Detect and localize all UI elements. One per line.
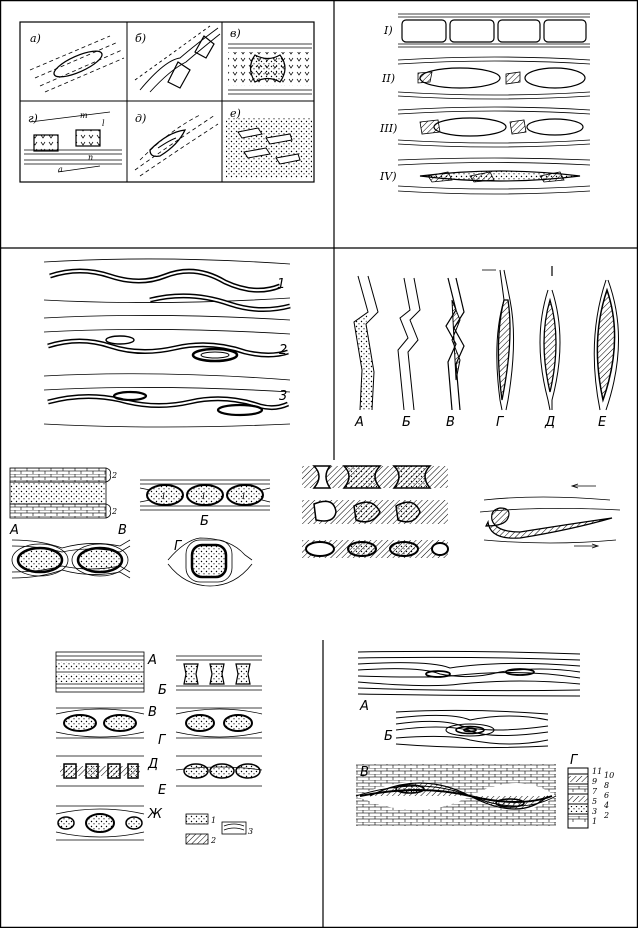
legend-1: 1	[211, 816, 217, 825]
label-a7: А	[148, 653, 157, 668]
label-a: а)	[30, 32, 41, 45]
label-iv: IV)	[380, 170, 397, 183]
label-i: I)	[384, 24, 393, 37]
label-g4: Г	[496, 415, 504, 430]
label-2: 2	[279, 343, 288, 358]
label-v5: В	[118, 523, 127, 538]
fabric-a	[358, 651, 580, 696]
col-label-10: 10	[604, 771, 615, 780]
label-zh7: Ж	[148, 807, 163, 822]
stack-v	[56, 708, 144, 738]
col-label-9: 9	[592, 777, 598, 786]
label-v7: В	[148, 705, 157, 720]
fold-b	[398, 278, 420, 410]
stack-b	[176, 656, 262, 690]
layer-2	[48, 336, 288, 361]
label-e: е)	[230, 107, 241, 120]
row-ii	[398, 57, 590, 99]
label-b8: Б	[384, 729, 393, 744]
label-d7: Д	[148, 757, 159, 772]
stack-e	[176, 756, 262, 786]
stack-a	[56, 652, 144, 692]
legend-2: 2	[211, 836, 217, 845]
dim-m: m	[80, 111, 88, 120]
subfigure-d	[135, 115, 218, 176]
column-labels	[592, 767, 614, 826]
col-label-4: 4	[604, 801, 610, 810]
label-d4: Д	[545, 415, 556, 430]
label-ii: II)	[382, 72, 395, 85]
stack-zh	[56, 806, 144, 840]
subfigure-g	[24, 112, 122, 172]
stack-g	[176, 708, 262, 738]
boudin-column	[302, 466, 448, 558]
label-3: 3	[279, 389, 288, 404]
label-a5: А	[10, 523, 19, 538]
dim-n: n	[88, 153, 94, 162]
subfigure-e	[226, 118, 312, 178]
col-label-3: 3	[592, 807, 598, 816]
panel-1	[20, 22, 314, 182]
label-b4: Б	[402, 415, 411, 430]
boudin-a	[10, 468, 111, 518]
label-v8: В	[360, 765, 369, 780]
dim-a: a	[58, 165, 63, 174]
row-iii	[398, 107, 590, 147]
label-b: б)	[135, 32, 147, 45]
label-v: в)	[230, 27, 241, 40]
stack-d	[56, 756, 144, 786]
legend-3: 3	[248, 827, 254, 836]
fold-a	[354, 276, 378, 410]
layer-1	[50, 271, 290, 310]
fold-v	[446, 278, 464, 410]
col-label-1: 1	[592, 817, 598, 826]
inner-1c: 1	[241, 492, 247, 501]
col-label-11: 11	[592, 767, 603, 776]
label-g8: Г	[570, 753, 578, 768]
label-a4: А	[355, 415, 364, 430]
label-b5: Б	[200, 514, 209, 529]
fabric-b	[396, 710, 548, 747]
swirl-fold	[480, 484, 620, 548]
label-1: 1	[277, 277, 286, 292]
fold-d	[540, 266, 560, 410]
bracket-2-top: 2	[112, 471, 118, 480]
label-iii: III)	[380, 122, 398, 135]
label-b7: Б	[158, 683, 167, 698]
panel-4	[354, 266, 619, 410]
label-g: г)	[28, 112, 38, 125]
label-d: д)	[135, 112, 147, 125]
panel-3	[44, 259, 290, 427]
boudin-v	[12, 540, 130, 578]
fold-e	[594, 280, 618, 410]
panel-2	[398, 14, 590, 194]
label-v4: В	[446, 415, 455, 430]
subfigure-v	[228, 44, 312, 94]
col-label-5: 5	[592, 797, 598, 806]
row-i	[398, 14, 590, 47]
col-label-8: 8	[604, 781, 610, 790]
col-label-6: 6	[604, 791, 610, 800]
layer-3	[48, 392, 288, 415]
inner-1a: 1	[161, 492, 167, 501]
subfigure-a	[30, 36, 124, 92]
dim-l: l	[102, 119, 105, 128]
inner-1b: 1	[201, 492, 207, 501]
row-iv	[398, 158, 590, 194]
label-g5: Г	[174, 539, 182, 554]
col-label-2: 2	[604, 811, 610, 820]
fabric-v	[356, 764, 556, 826]
label-g7: Г	[158, 733, 166, 748]
fold-g	[497, 270, 514, 410]
subfigure-b	[135, 26, 220, 92]
label-e7: Е	[158, 783, 167, 798]
col-label-7: 7	[592, 787, 598, 796]
label-e4: Е	[598, 415, 607, 430]
label-a8: А	[360, 699, 369, 714]
column-g	[568, 768, 588, 828]
bracket-2-bottom: 2	[112, 507, 118, 516]
panel-5	[10, 466, 620, 586]
